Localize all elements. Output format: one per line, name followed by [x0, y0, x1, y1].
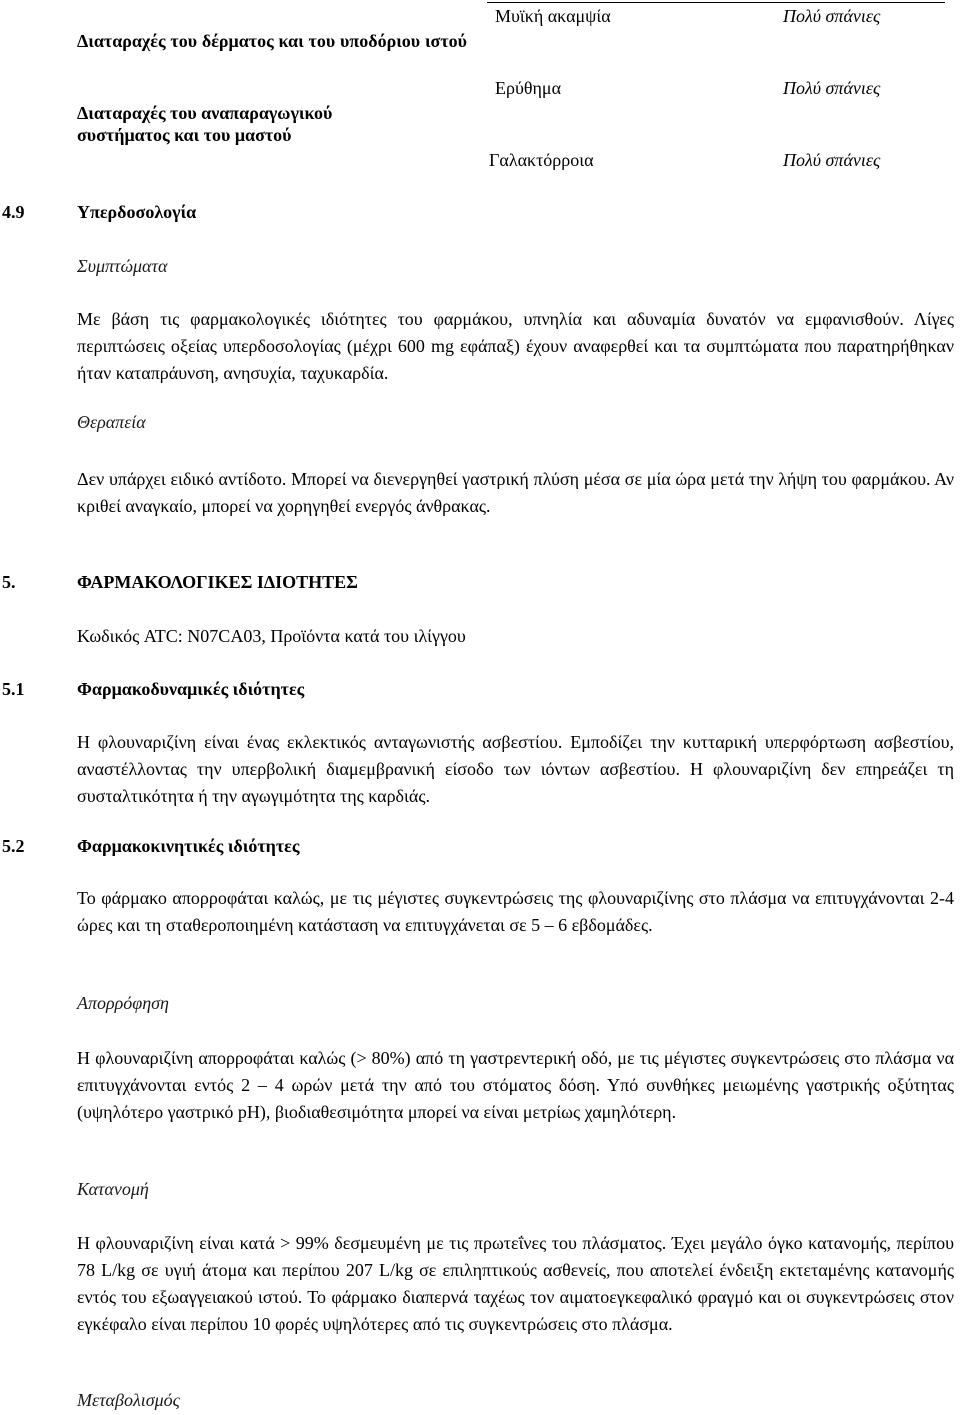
- section-title: Φαρμακοδυναμικές ιδιότητες: [77, 679, 305, 699]
- table-frequency: Πολύ σπάνιες: [783, 150, 881, 170]
- subheading-distribution: Κατανομή: [77, 1179, 149, 1199]
- atc-code: Κωδικός ATC: N07CA03, Προϊόντα κατά του ιλίγγου: [77, 626, 466, 646]
- section-number: 5.1: [2, 679, 25, 699]
- paragraph-absorption: Η φλουναριζίνη απορροφάται καλώς (> 80%) από τη γαστρεντερική οδό, με τις μέγιστες συγκεντρώσεις στο πλάσμα να επιτυγχάνονται εντός 2 – 4 ωρών μετά την από του στόματος δόση. Υπό συνθήκες μειωμένης γαστρικής οξύτητας (υψηλότερο γαστρικό pH), βιοδιαθεσιμότητα μπορεί να είναι μετρίως χαμηλότερη.: [77, 1048, 954, 1122]
- section-title: ΦΑΡΜΑΚΟΛΟΓΙΚΕΣ ΙΔΙΟΤΗΤΕΣ: [77, 572, 358, 592]
- paragraph-pharmacodynamics: Η φλουναριζίνη είναι ένας εκλεκτικός ανταγωνιστής ασβεστίου. Εμποδίζει την κυτταρική υπερφόρτωση ασβεστίου, αναστέλλοντας την υπερβολική διαμεμβρανική είσοδο των ιόντων ασβεστίου. Η φλουναριζίνη δεν επηρεάζει τη συσταλτικότητα ή την αγωγιμότητα της καρδιάς.: [77, 732, 954, 806]
- paragraph-pharmacokinetics: Το φάρμακο απορροφάται καλώς, με τις μέγιστες συγκεντρώσεις της φλουναριζίνης στο πλάσμα να επιτυγχάνονται 2-4 ώρες και τη σταθεροποιημένη κατάσταση να επιτυγχάνεται σε 5 – 6 εβδομάδες.: [77, 888, 954, 935]
- paragraph-symptoms: Με βάση τις φαρμακολογικές ιδιότητες του φαρμάκου, υπνηλία και αδυναμία δυνατόν να εμφανισθούν. Λίγες περιπτώσεις οξείας υπερδοσολογίας (μέχρι 600 mg εφάπαξ) έχουν αναφερθεί και τα συμπτώματα που παρατηρήθηκαν ήταν καταπράυνση, ανησυχία, ταχυκαρδία.: [77, 309, 954, 383]
- paragraph-distribution: Η φλουναριζίνη είναι κατά > 99% δεσμευμένη με τις πρωτεΐνες του πλάσματος. Έχει μεγάλο όγκο κατανομής, περίπου 78 L/kg σε υγιή άτομα και περίπου 207 L/kg σε επιληπτικούς ασθενείς, που αποτελεί ένδειξη εκτεταμένης κατανομής εντός του εξωαγγειακού ιστού. Το φάρμακο διαπερνά ταχέως τον αιματοεγκεφαλικό φραγμό και οι συγκεντρώσεις στον εγκέφαλο είναι περίπου 10 φορές υψηλότερες από τις συγκεντρώσεις στο πλάσμα.: [77, 1233, 954, 1334]
- table-effect: Ερύθημα: [495, 78, 562, 98]
- section-number: 5.: [2, 572, 16, 592]
- table-effect: Γαλακτόρροια: [489, 150, 594, 170]
- subheading-metabolism: Μεταβολισμός: [77, 1390, 180, 1410]
- subheading-treatment: Θεραπεία: [77, 412, 146, 432]
- table-effect: Μυϊκή ακαμψία: [495, 6, 611, 26]
- section-title: Υπερδοσολογία: [77, 202, 197, 222]
- table-soc-reproductive: Διαταραχές του αναπαραγωγικού συστήματος και του μαστού: [77, 103, 333, 145]
- table-top-border: [487, 2, 945, 3]
- subheading-absorption: Απορρόφηση: [77, 993, 169, 1013]
- paragraph-treatment: Δεν υπάρχει ειδικό αντίδοτο. Μπορεί να διενεργηθεί γαστρική πλύση μέσα σε μία ώρα μετά την λήψη του φαρμάκου. Αν κριθεί αναγκαίο, μπορεί να χορηγηθεί ενεργός άνθρακας.: [77, 469, 954, 516]
- table-frequency: Πολύ σπάνιες: [783, 6, 881, 26]
- section-number: 4.9: [2, 202, 25, 222]
- table-soc-skin: Διαταραχές του δέρματος και του υποδόριου ιστού: [77, 31, 467, 51]
- section-title: Φαρμακοκινητικές ιδιότητες: [77, 836, 300, 856]
- subheading-symptoms: Συμπτώματα: [77, 256, 168, 276]
- table-frequency: Πολύ σπάνιες: [783, 78, 881, 98]
- section-number: 5.2: [2, 836, 25, 856]
